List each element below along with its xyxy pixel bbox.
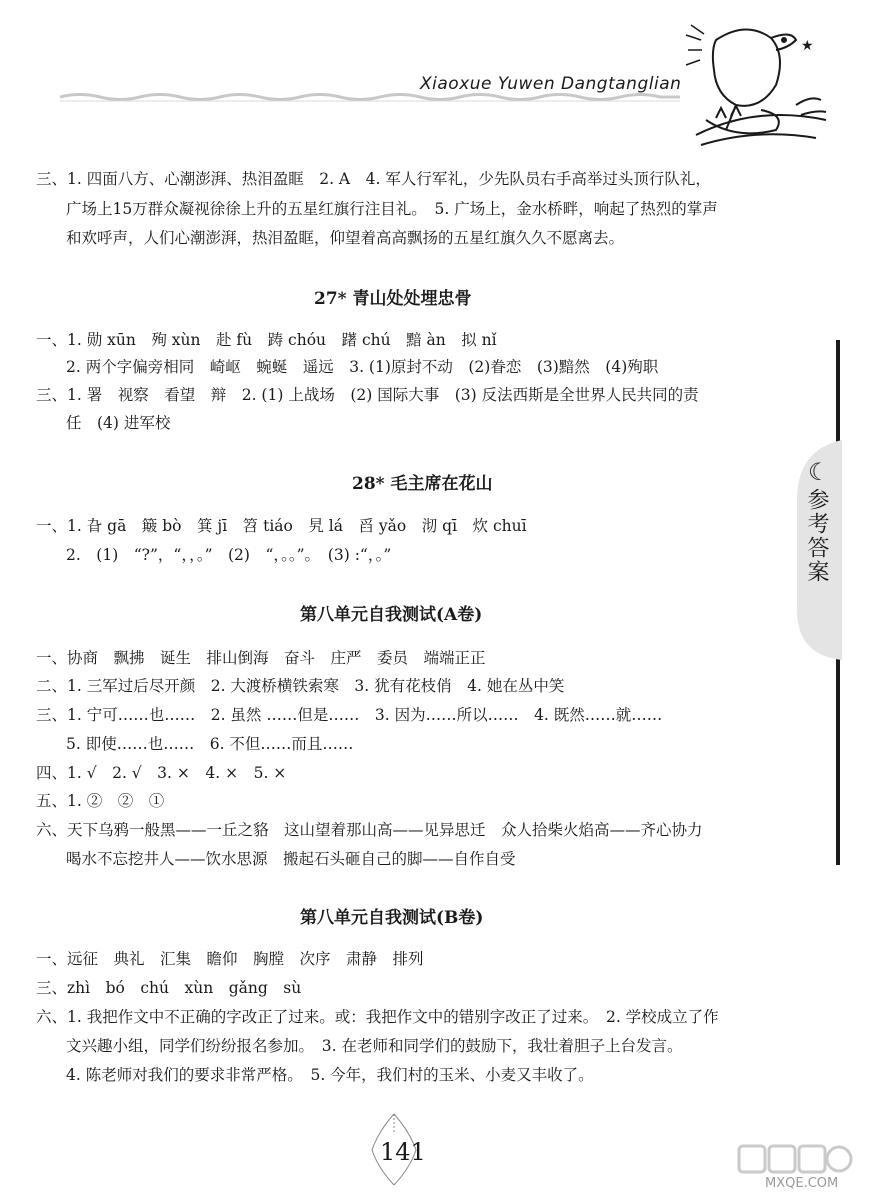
test-a-title: 第八单元自我测试(A卷): [300, 605, 483, 625]
test-a-line: 六、天下乌鸦一般黑——一丘之貉 这山望着那山高——见异思迁 众人拾柴火焰高——齐心协力: [36, 821, 703, 839]
lesson-27-line: 一、1. 勋 xūn 殉 xùn 赴 fù 踌 chóu 躇 chú 黯 àn 拟 nǐ: [36, 331, 497, 349]
lesson-27-title: 27* 青山处处埋忠骨: [314, 289, 472, 309]
intro-line: 广场上15万群众凝视徐徐上升的五星红旗行注目礼。 5. 广场上，金水桥畔，响起了热烈的掌声: [66, 200, 718, 218]
test-a-line: 五、1. ② ② ①: [36, 792, 165, 810]
test-a-line: 喝水不忘挖井人——饮水思源 搬起石头砸自己的脚——自作自受: [66, 850, 516, 868]
watermark-text: MXQE.COM: [765, 1176, 839, 1191]
test-b-title: 第八单元自我测试(B卷): [300, 908, 484, 928]
test-b-line: 文兴趣小组，同学们纷纷报名参加。 3. 在老师和同学们的鼓励下，我壮着胆子上台发言。: [66, 1037, 683, 1055]
test-b-line: 六、1. 我把作文中不正确的字改正了过来。或：我把作文中的错别字改正了过来。 2. 学校成立了作: [36, 1008, 719, 1026]
test-a-line: 三、1. 宁可……也…… 2. 虽然 ……但是…… 3. 因为……所以…… 4. 既然……就……: [36, 706, 663, 724]
svg-text:★: ★: [801, 38, 814, 54]
test-a-line: 二、1. 三军过后尽开颜 2. 大渡桥横铁索寒 3. 犹有花枝俏 4. 她在丛中笑: [36, 677, 565, 695]
lesson-27-line: 三、1. 署 视察 看望 辩 2. (1) 上战场 (2) 国际大事 (3) 反法西斯是全世界人民共同的责: [36, 386, 699, 404]
lesson-27-line: 任 (4) 进军校: [66, 414, 171, 432]
header-decorative-rule: [60, 90, 680, 104]
test-b-line: 三、zhì bó chú xùn gǎng sù: [36, 979, 302, 997]
crescent-icon: ☾: [808, 458, 830, 486]
lesson-27-line: 2. 两个字偏旁相同 崎岖 蜿蜒 遥远 3. (1)原封不动 (2)眷恋 (3)黯然 (4)殉职: [66, 358, 659, 376]
lesson-28-line: 一、1. 旮 gā 簸 bò 箕 jī 笤 tiáo 旯 lá 舀 yǎo 沏 qī 炊 chuī: [36, 517, 527, 535]
bird-nest-illustration: [676, 10, 836, 160]
intro-line: 三、1. 四面八方、心潮澎湃、热泪盈眶 2. A 4. 军人行军礼，少先队员右手高举过头顶行队礼，: [36, 170, 711, 188]
lesson-28-title: 28* 毛主席在花山: [352, 474, 493, 494]
intro-line: 和欢呼声，人们心潮澎湃，热泪盈眶，仰望着高高飘扬的五星红旗久久不愿离去。: [66, 229, 625, 247]
side-tab-label: 参考答案: [804, 488, 829, 584]
header-title: Xiaoxue Yuwen Dangtanglian: [420, 74, 682, 94]
page-number: 141: [380, 1138, 426, 1166]
test-a-line: 5. 即使……也…… 6. 不但……而且……: [66, 735, 354, 753]
test-a-line: 一、协商 飘拂 诞生 排山倒海 奋斗 庄严 委员 端端正正: [36, 649, 486, 667]
test-a-line: 四、1. √ 2. √ 3. × 4. × 5. ×: [36, 764, 287, 782]
lesson-28-line: 2. (1) “?”，“，，。” (2) “，。。”。 (3) :“，。”: [66, 546, 392, 564]
test-b-line: 一、远征 典礼 汇集 瞻仰 胸膛 次序 肃静 排列: [36, 950, 424, 968]
test-b-line: 4. 陈老师对我们的要求非常严格。 5. 今年，我们村的玉米、小麦又丰收了。: [66, 1066, 594, 1084]
